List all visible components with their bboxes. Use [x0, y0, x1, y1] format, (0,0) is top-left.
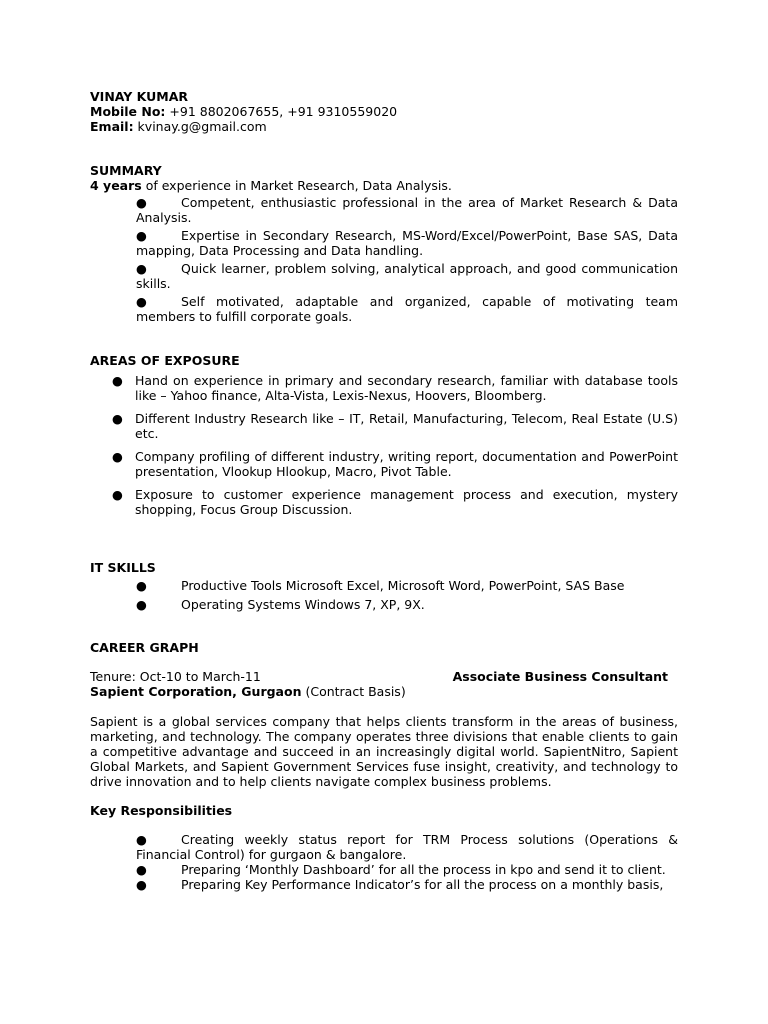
summary-heading: SUMMARY [90, 163, 162, 178]
skill-bullet [90, 597, 678, 612]
bullet-icon: ● [136, 597, 147, 612]
email-line [90, 119, 678, 134]
responsibility-bullet-text: Preparing ‘Monthly Dashboard’ for all the process in kpo and send it to client. [181, 862, 666, 877]
contract-basis: (Contract Basis) [301, 684, 406, 699]
summary-intro-text: of experience in Market Research, Data Analysis. [141, 178, 452, 193]
mobile-label: Mobile No: [90, 104, 166, 119]
exposure-bullet [90, 487, 678, 517]
candidate-name: VINAY KUMAR [90, 89, 189, 104]
bullet-icon: ● [136, 877, 147, 892]
summary-bullet-text: Quick learner, problem solving, analytical approach, and good communication skills. [136, 261, 678, 291]
responsibility-bullet-text: Creating weekly status report for TRM Process solutions (Operations & Financial Control) for gurgaon & bangalore. [136, 832, 678, 862]
bullet-icon: ● [136, 261, 147, 276]
responsibility-bullet-text: Preparing Key Performance Indicator’s for all the process on a monthly basis, [181, 877, 664, 892]
contact-block [90, 89, 678, 134]
it-skills-section [90, 560, 678, 616]
areas-section [90, 353, 678, 525]
responsibility-bullet [90, 862, 678, 877]
summary-section [90, 163, 678, 327]
summary-bullet-text: Expertise in Secondary Research, MS-Word/Excel/PowerPoint, Base SAS, Data mapping, Data Processing and Data handling. [136, 228, 678, 258]
company-description: Sapient is a global services company that helps clients transform in the areas of business, marketing, and technology. The company operates three divisions that enable clients to gain a competitive advantage and succeed in an increasingly digital world. SapientNitro, Sapient Global Markets, and Sapient Government Services fuse insight, creativity, and technology to drive innovation and to help clients navigate complex business problems. [90, 714, 678, 789]
skill-bullet-text: Productive Tools Microsoft Excel, Microsoft Word, PowerPoint, SAS Base [181, 578, 625, 593]
exposure-bullet-text: Different Industry Research like – IT, Retail, Manufacturing, Telecom, Real Estate (U.S) etc. [135, 411, 678, 441]
exposure-bullet [90, 411, 678, 441]
company-name: Sapient Corporation, Gurgaon [90, 684, 302, 699]
responsibility-bullet [90, 832, 678, 862]
tenure-text: Tenure: Oct-10 to March-11 [90, 669, 261, 684]
skill-bullet-text: Operating Systems Windows 7, XP, 9X. [181, 597, 425, 612]
exposure-bullet-text: Company profiling of different industry, writing report, documentation and PowerPoint presentation, Vlookup Hlookup, Macro, Pivot Table. [135, 449, 678, 479]
career-heading: CAREER GRAPH [90, 640, 199, 655]
exposure-bullet [90, 449, 678, 479]
responsibility-bullet [90, 877, 678, 892]
company-line [90, 684, 678, 699]
bullet-icon: ● [112, 449, 123, 464]
skill-bullet [90, 578, 678, 593]
areas-heading: AREAS OF EXPOSURE [90, 353, 240, 368]
summary-bullet-text: Competent, enthusiastic professional in the area of Market Research & Data Analysis. [136, 195, 678, 225]
exposure-bullet [90, 373, 678, 403]
role-title: Associate Business Consultant [452, 669, 668, 684]
bullet-icon: ● [136, 294, 147, 309]
exposure-bullet-text: Exposure to customer experience management process and execution, mystery shopping, Focus Group Discussion. [135, 487, 678, 517]
summary-bullet [90, 261, 678, 291]
bullet-icon: ● [112, 411, 123, 426]
bullet-icon: ● [136, 832, 147, 847]
bullet-icon: ● [136, 862, 147, 877]
it-skills-list [90, 578, 678, 612]
email-value: kvinay.g@gmail.com [133, 119, 267, 134]
summary-list [90, 195, 678, 324]
summary-bullet [90, 294, 678, 324]
summary-intro [90, 178, 678, 193]
areas-list [90, 373, 678, 517]
tenure-row [90, 669, 668, 684]
mobile-line [90, 104, 678, 119]
summary-bullet-text: Self motivated, adaptable and organized, capable of motivating team members to fulfill corporate goals. [136, 294, 678, 324]
responsibilities-heading: Key Responsibilities [90, 803, 233, 818]
exposure-bullet-text: Hand on experience in primary and secondary research, familiar with database tools like – Yahoo finance, Alta-Vista, Lexis-Nexus, Hoovers, Bloomberg. [135, 373, 678, 403]
bullet-icon: ● [112, 487, 123, 502]
summary-bullet [90, 228, 678, 258]
bullet-icon: ● [136, 578, 147, 593]
career-section [90, 640, 678, 892]
email-label: Email: [90, 119, 134, 134]
summary-bullet [90, 195, 678, 225]
bullet-icon: ● [112, 373, 123, 388]
summary-years: 4 years [90, 178, 142, 193]
it-skills-heading: IT SKILLS [90, 560, 156, 575]
bullet-icon: ● [136, 228, 147, 243]
bullet-icon: ● [136, 195, 147, 210]
mobile-value: +91 8802067655, +91 9310559020 [165, 104, 398, 119]
responsibilities-list [90, 832, 678, 892]
